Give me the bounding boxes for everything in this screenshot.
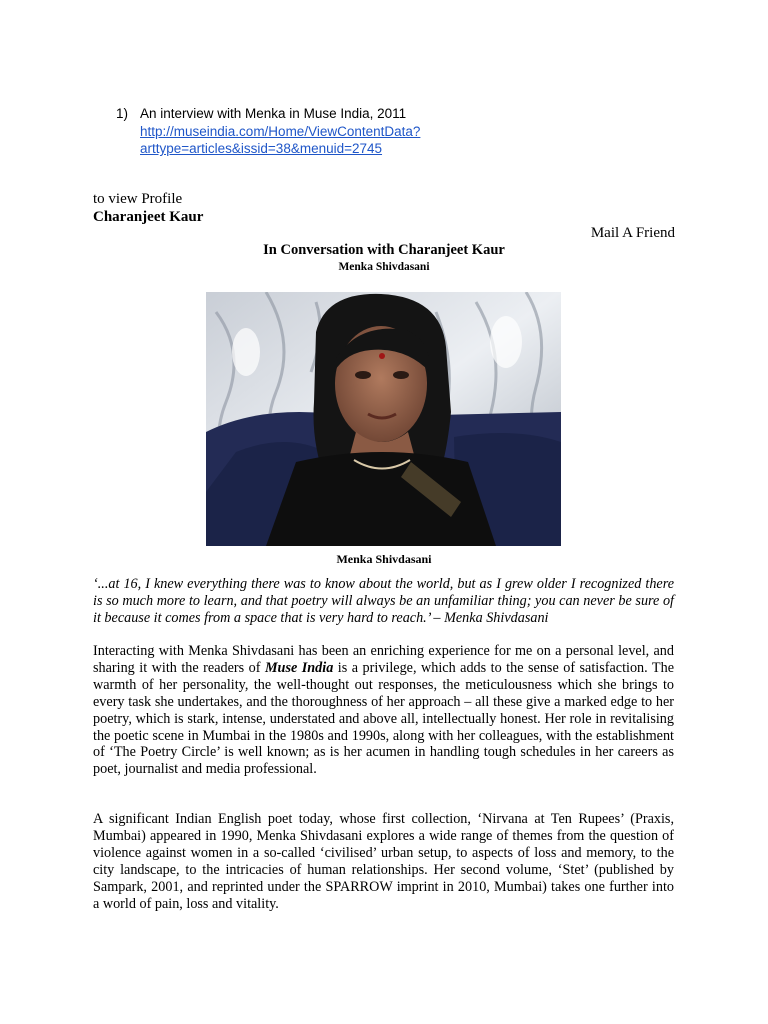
list-number: 1) bbox=[116, 106, 129, 121]
article-byline: Menka Shivdasani bbox=[338, 261, 430, 273]
mail-a-friend-link[interactable]: Mail A Friend bbox=[590, 225, 675, 241]
interview-link-line1[interactable]: http://museindia.com/Home/ViewContentData? bbox=[140, 123, 421, 139]
author-name[interactable]: Charanjeet Kaur bbox=[93, 209, 204, 225]
para1-before: Interacting with Menka Shivdasani has been an enriching experience for me on a personal level, and sharing it with the readers of bbox=[93, 643, 674, 676]
para1-after: is a privilege, which adds to the sense of satisfaction. The warmth of her personality, the well-thought out responses, the meticulousness which she brings to every task she undertakes, and the thoroughness of her approach – all these give a marked edge to her poetry, which is stark, intense, understated and above all, intellectually honest. Her role in revitalising the poetic scene in Mumbai in the 1980s and 1990s, along with her colleagues, with the establishment of ‘The Poetry Circle’ is well known; as is her acumen in handling tough schedules in her careers as poet, journalist and media professional. bbox=[93, 659, 674, 778]
article-title: In Conversation with Charanjeet Kaur bbox=[263, 242, 505, 258]
muse-india-emphasis: Muse India bbox=[264, 659, 334, 676]
list-title: An interview with Menka in Muse India, 2011 bbox=[140, 106, 407, 121]
list-body bbox=[140, 105, 560, 158]
intro-paragraph bbox=[93, 643, 674, 778]
second-paragraph: A significant Indian English poet today, whose first collection, ‘Nirvana at Ten Rupees’ (Praxis, Mumbai) appeared in 1990, Menka Shivdasani explores a wide range of themes from the question of violence against women in a so-called ‘civilised’ urban setup, to aspects of loss and memory, to the city landscape, to the intricacies of human relationships. Her second volume, ‘Stet’ (published by Sampark, 2001, and reprinted under the SPARROW imprint in 2010, Mumbai) takes one further into a world of pain, loss and vitality. bbox=[93, 811, 674, 912]
portrait-photo bbox=[206, 292, 561, 546]
view-profile-label[interactable]: to view Profile bbox=[93, 191, 183, 207]
pull-quote: ‘...at 16, I knew everything there was to know about the world, but as I grew older I recognized there is so much more to learn, and that poetry will always be an unfamiliar thing; you can never be sure of it because it comes from a space that is very hard to reach.’ – Menka Shivdasani bbox=[93, 576, 674, 626]
photo-caption: Menka Shivdasani bbox=[336, 552, 432, 566]
interview-link-line2[interactable]: arttype=articles&issid=38&menuid=2745 bbox=[140, 141, 383, 156]
